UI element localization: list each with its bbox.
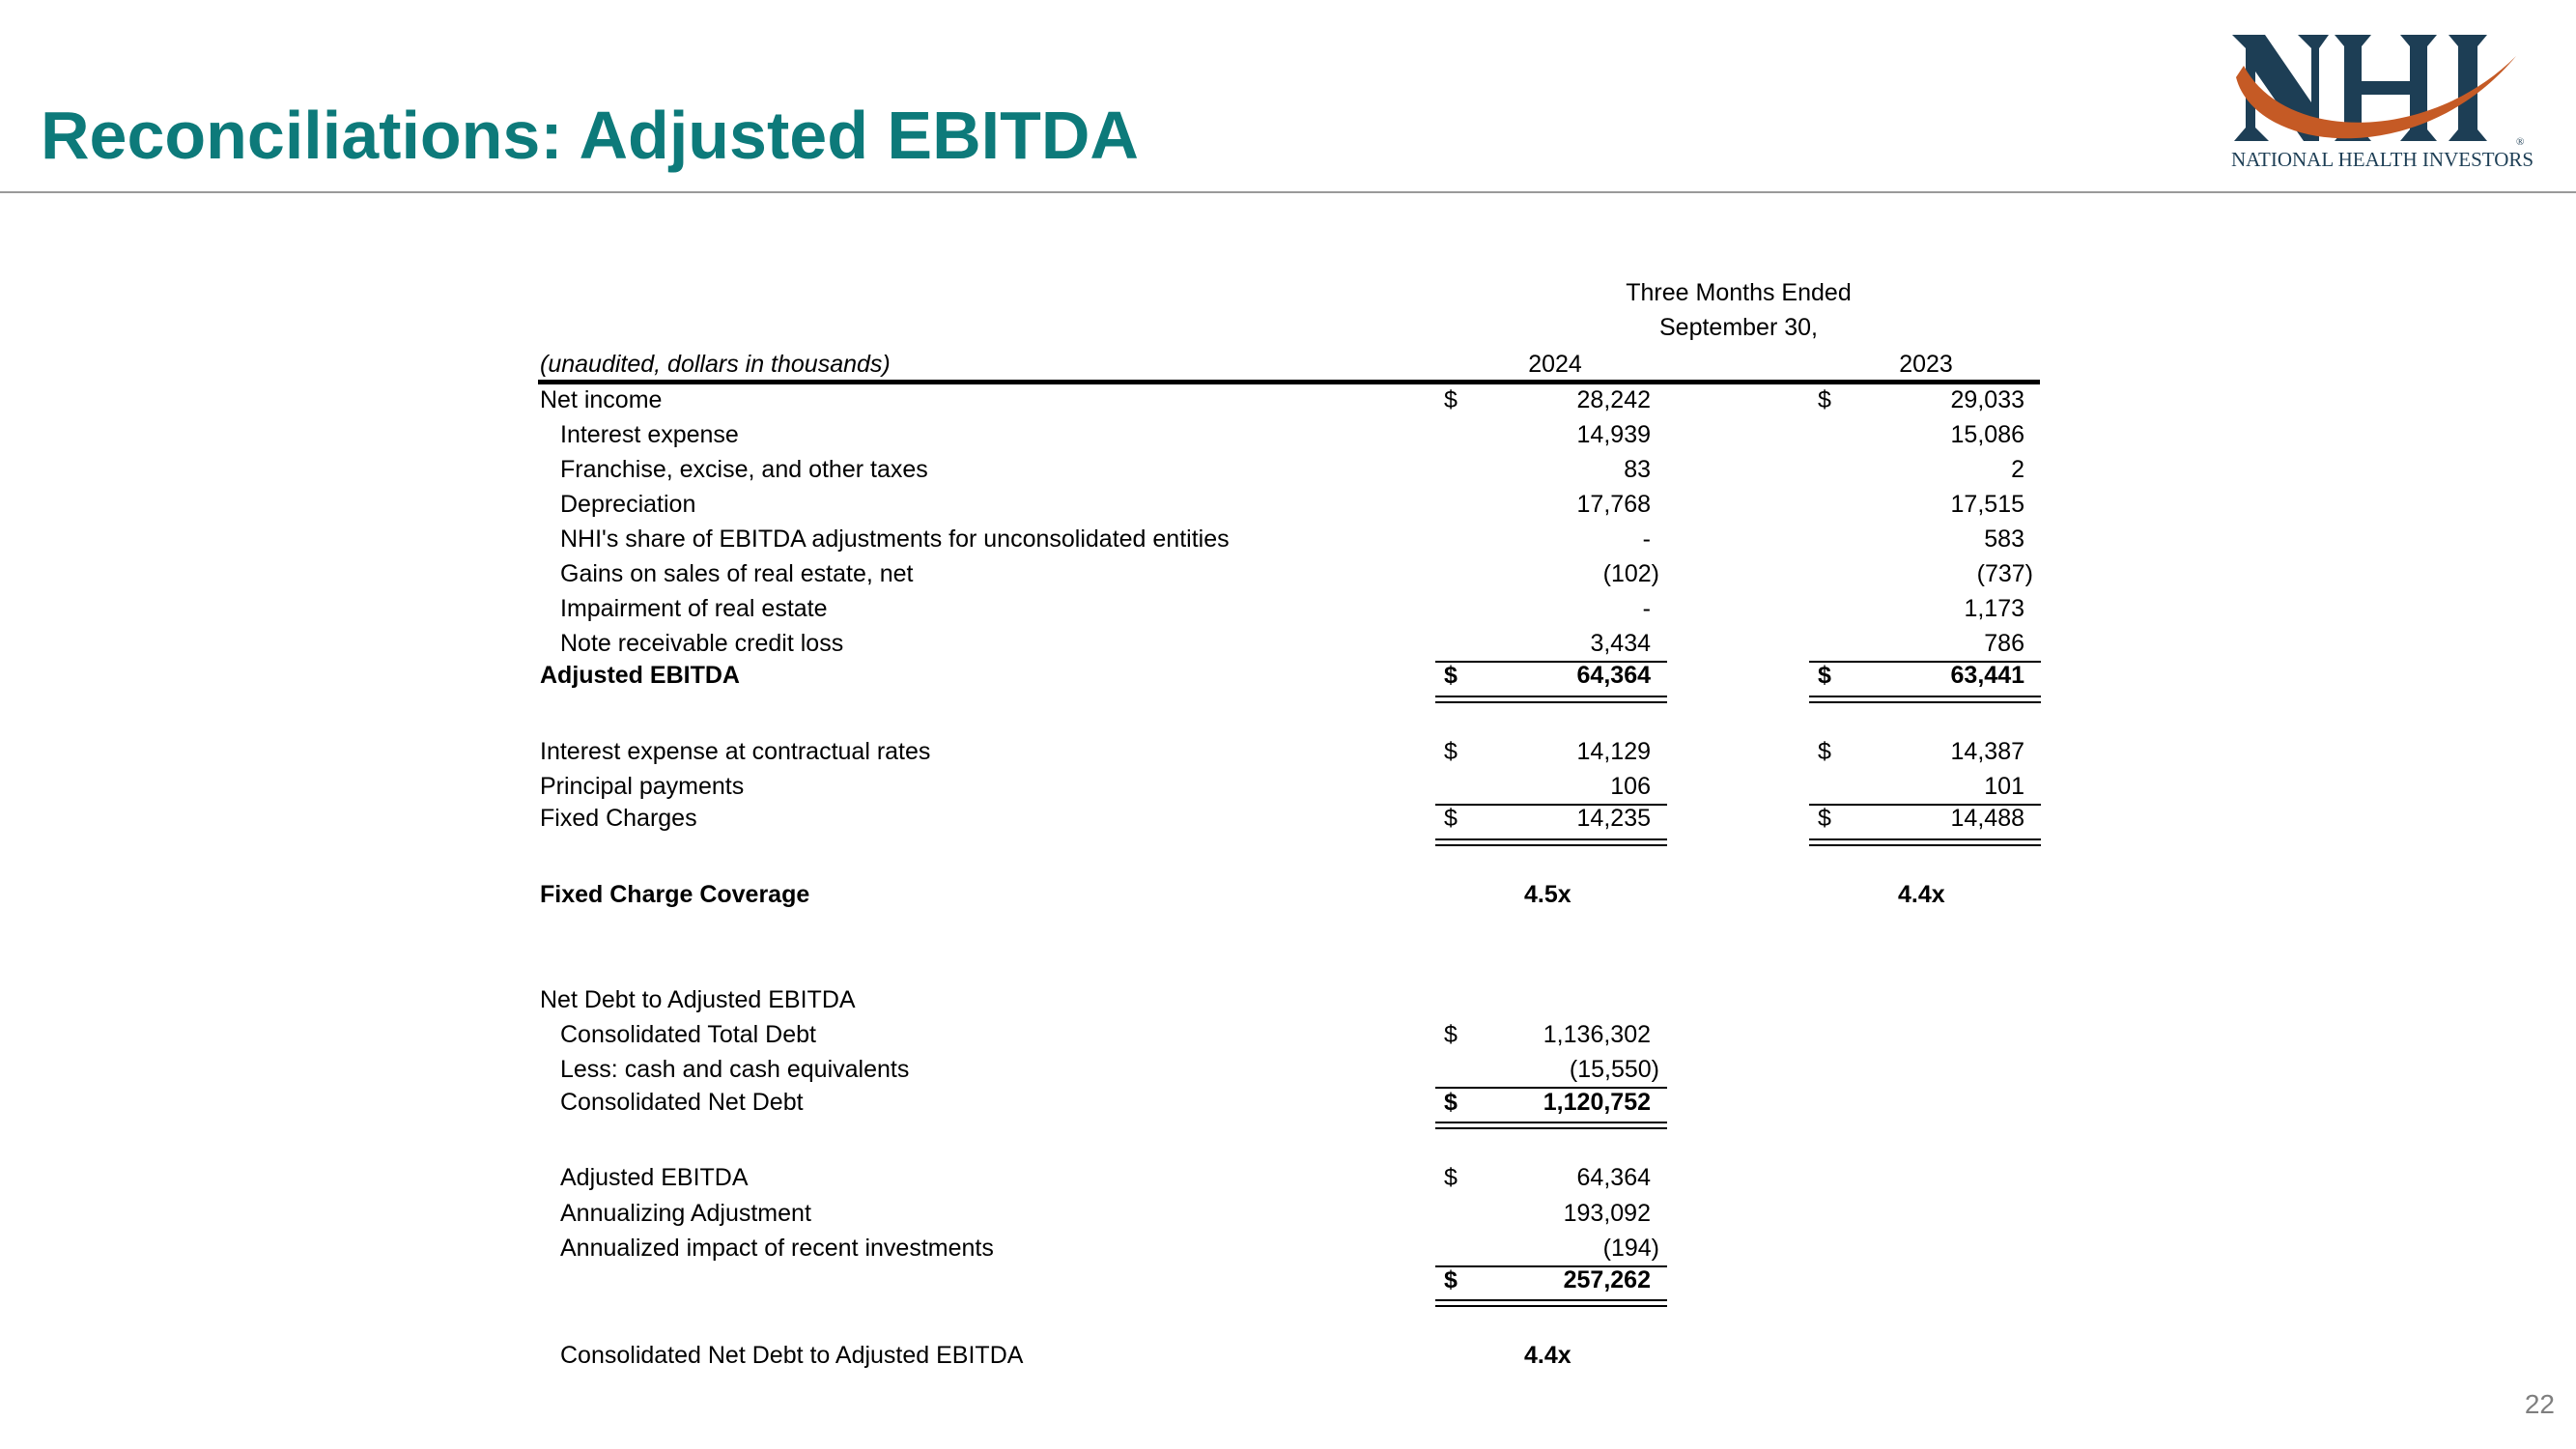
- value-2023: 786: [1984, 630, 2024, 657]
- value-2023: 63,441: [1950, 662, 2024, 689]
- row-label: Consolidated Net Debt to Adjusted EBITDA: [560, 1342, 1024, 1369]
- page-number: 22: [2524, 1389, 2555, 1419]
- double-rule: [1435, 701, 1667, 703]
- double-rule: [1809, 844, 2041, 846]
- value-2024: 64,364: [1576, 662, 1651, 689]
- double-rule: [1435, 1127, 1667, 1129]
- value-2023: 2: [2011, 456, 2024, 483]
- row-label: Adjusted EBITDA: [560, 1164, 749, 1191]
- row-label: Adjusted EBITDA: [540, 662, 740, 689]
- row-label: Interest expense: [560, 421, 739, 448]
- double-rule: [1809, 838, 2041, 840]
- row-label: Annualized impact of recent investments: [560, 1235, 994, 1262]
- value-2024: -: [1642, 526, 1651, 553]
- logo-caption: NATIONAL HEALTH INVESTORS: [2231, 148, 2534, 171]
- dollar-sign: $: [1444, 738, 1458, 765]
- value-2024: (194): [1602, 1235, 1659, 1262]
- value-2024: 14,939: [1576, 421, 1651, 448]
- value-2024: 1,120,752: [1543, 1089, 1651, 1116]
- row-label: Gains on sales of real estate, net: [560, 560, 914, 587]
- value-2023: 17,515: [1950, 491, 2024, 518]
- dollar-sign: $: [1818, 805, 1831, 832]
- units-note: (unaudited, dollars in thousands): [540, 351, 891, 378]
- value-2023: 1,173: [1964, 595, 2024, 622]
- value-2023: 101: [1984, 773, 2024, 800]
- row-label: Note receivable credit loss: [560, 630, 844, 657]
- double-rule: [1435, 1299, 1667, 1301]
- value-2024: 83: [1624, 456, 1651, 483]
- ratio-2024: 4.4x: [1524, 1342, 1571, 1369]
- period-line-2: September 30,: [1659, 314, 1818, 341]
- value-2024: 3,434: [1590, 630, 1651, 657]
- row-label: Consolidated Total Debt: [560, 1021, 816, 1048]
- value-2023: 29,033: [1950, 386, 2024, 413]
- value-2024: -: [1642, 595, 1651, 622]
- value-2023: 14,387: [1950, 738, 2024, 765]
- row-label: Fixed Charge Coverage: [540, 881, 810, 908]
- dollar-sign: $: [1444, 1266, 1458, 1293]
- double-rule: [1435, 696, 1667, 697]
- value-2024: 1,136,302: [1543, 1021, 1651, 1048]
- value-2024: (15,550): [1569, 1056, 1659, 1083]
- value-2023: 15,086: [1950, 421, 2024, 448]
- value-2024: 28,242: [1576, 386, 1651, 413]
- double-rule: [1435, 1122, 1667, 1123]
- double-rule: [1435, 844, 1667, 846]
- double-rule: [1435, 1305, 1667, 1307]
- row-label: Fixed Charges: [540, 805, 697, 832]
- dollar-sign: $: [1818, 738, 1831, 765]
- header-rule: [538, 380, 2040, 384]
- column-header-2023: 2023: [1899, 351, 1953, 378]
- row-label: Interest expense at contractual rates: [540, 738, 931, 765]
- row-label: Net income: [540, 386, 663, 413]
- value-2023: 14,488: [1950, 805, 2024, 832]
- value-2023: (737): [1976, 560, 2033, 587]
- value-2024: 14,129: [1576, 738, 1651, 765]
- double-rule: [1435, 838, 1667, 840]
- dollar-sign: $: [1444, 805, 1458, 832]
- page-title: Reconciliations: Adjusted EBITDA: [41, 98, 1139, 173]
- dollar-sign: $: [1818, 662, 1831, 689]
- dollar-sign: $: [1444, 1021, 1458, 1048]
- dollar-sign: $: [1444, 1164, 1458, 1191]
- value-2024: 106: [1610, 773, 1651, 800]
- period-line-1: Three Months Ended: [1626, 279, 1852, 306]
- ratio-2024: 4.5x: [1524, 881, 1571, 908]
- registered-mark: ®: [2516, 136, 2525, 148]
- row-label: Depreciation: [560, 491, 696, 518]
- column-header-2024: 2024: [1528, 351, 1582, 378]
- row-label: Less: cash and cash equivalents: [560, 1056, 910, 1083]
- annualized-total: 257,262: [1563, 1266, 1651, 1293]
- dollar-sign: $: [1444, 386, 1458, 413]
- dollar-sign: $: [1444, 1089, 1458, 1116]
- section-label: Net Debt to Adjusted EBITDA: [540, 986, 856, 1013]
- value-2024: 14,235: [1576, 805, 1651, 832]
- row-label: Consolidated Net Debt: [560, 1089, 804, 1116]
- dollar-sign: $: [1444, 662, 1458, 689]
- double-rule: [1809, 696, 2041, 697]
- value-2024: 17,768: [1576, 491, 1651, 518]
- row-label: NHI's share of EBITDA adjustments for unconsolidated entities: [560, 526, 1230, 553]
- double-rule: [1809, 701, 2041, 703]
- row-label: Annualizing Adjustment: [560, 1200, 811, 1227]
- row-label: Franchise, excise, and other taxes: [560, 456, 928, 483]
- row-label: Principal payments: [540, 773, 745, 800]
- value-2024: 193,092: [1563, 1200, 1651, 1227]
- row-label: Impairment of real estate: [560, 595, 828, 622]
- value-2023: 583: [1984, 526, 2024, 553]
- value-2024: (102): [1602, 560, 1659, 587]
- ratio-2023: 4.4x: [1898, 881, 1945, 908]
- value-2024: 64,364: [1576, 1164, 1651, 1191]
- dollar-sign: $: [1818, 386, 1831, 413]
